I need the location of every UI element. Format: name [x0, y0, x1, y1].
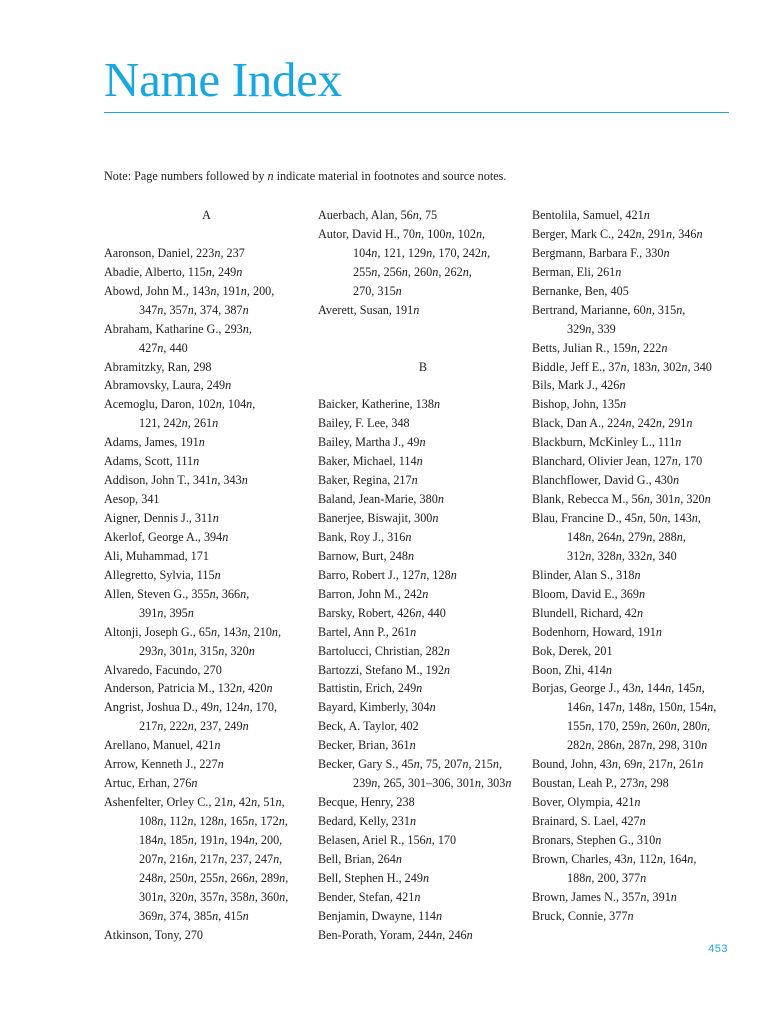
index-entry: Bok, Derek, 201 [532, 643, 613, 658]
index-entry: Brainard, S. Lael, 427n [532, 814, 646, 828]
index-entry: Abadie, Alberto, 115n, 249n [104, 264, 243, 279]
index-entry-continuation: 121, 242n, 261n [139, 416, 219, 431]
index-entry: Addison, John T., 341n, 343n [104, 473, 248, 488]
index-entry: Blanchard, Olivier Jean, 127n, 170 [532, 454, 703, 469]
index-column-2 [318, 206, 528, 945]
index-entry-continuation: 207n, 216n, 217n, 237, 247n, [139, 851, 283, 866]
index-entry: Anderson, Patricia M., 132n, 420n [104, 681, 273, 696]
index-spacer [318, 376, 528, 395]
index-entry: Brown, Charles, 43n, 112n, 164n, [532, 851, 697, 866]
index-entry: Bloom, David E., 369n [532, 586, 646, 601]
index-entry: Betts, Julian R., 159n, 222n [532, 340, 668, 355]
index-column-3 [532, 206, 752, 926]
index-entry: Abramitzky, Ran, 298 [104, 359, 212, 374]
index-entry: Barron, John M., 242n [318, 586, 429, 601]
index-entry: Blundell, Richard, 42n [532, 605, 644, 620]
index-entry: Autor, David H., 70n, 100n, 102n, [318, 226, 486, 241]
index-entry: Becque, Henry, 238 [318, 795, 415, 810]
index-entry: Bartozzi, Stefano M., 192n [318, 662, 451, 677]
index-entry: Bell, Brian, 264n [318, 851, 402, 866]
index-entry-continuation: 312n, 328n, 332n, 340 [567, 548, 677, 563]
index-entry-continuation: 248n, 250n, 255n, 266n, 289n, [139, 870, 289, 885]
index-entry: Belasen, Ariel R., 156n, 170 [318, 832, 457, 847]
index-entry: Averett, Susan, 191n [318, 302, 420, 317]
index-entry: Ben-Porath, Yoram, 244n, 246n [318, 927, 473, 942]
index-entry-continuation: 188n, 200, 377n [567, 870, 647, 885]
index-entry: Alvaredo, Facundo, 270 [104, 662, 222, 677]
index-entry: Blanchflower, David G., 430n [532, 473, 680, 488]
index-entry: Bound, John, 43n, 69n, 217n, 261n [532, 757, 704, 772]
index-entry: Aaronson, Daniel, 223n, 237 [104, 245, 245, 260]
index-entry: Boustan, Leah P., 273n, 298 [532, 776, 669, 791]
index-entry: Barsky, Robert, 426n, 440 [318, 605, 446, 620]
index-entry-continuation: 329n, 339 [567, 321, 616, 336]
index-entry: Bernanke, Ben, 405 [532, 283, 629, 298]
index-entry: Bishop, John, 135n [532, 397, 627, 412]
index-entry: Beck, A. Taylor, 402 [318, 719, 419, 734]
index-entry-continuation: 347n, 357n, 374, 387n [139, 302, 249, 317]
index-spacer [104, 225, 309, 244]
index-entry-continuation: 148n, 264n, 279n, 288n, [567, 529, 686, 544]
index-entry: Bayard, Kimberly, 304n [318, 700, 436, 715]
index-entry: Abraham, Katharine G., 293n, [104, 321, 252, 336]
index-entry-continuation: 301n, 320n, 357n, 358n, 360n, [139, 889, 289, 904]
index-entry: Auerbach, Alan, 56n, 75 [318, 208, 438, 222]
index-entry-continuation: 427n, 440 [139, 340, 188, 355]
index-entry: Arrow, Kenneth J., 227n [104, 757, 224, 772]
index-entry: Adams, James, 191n [104, 435, 205, 450]
index-section-letter: B [418, 359, 428, 374]
index-entry: Ali, Muhammad, 171 [104, 548, 209, 563]
index-entry-continuation: 108n, 112n, 128n, 165n, 172n, [139, 814, 288, 828]
index-entry: Baker, Regina, 217n [318, 473, 418, 488]
index-entry: Akerlof, George A., 394n [104, 529, 229, 544]
index-entry: Baker, Michael, 114n [318, 454, 423, 469]
index-entry: Angrist, Joshua D., 49n, 124n, 170, [104, 700, 277, 715]
index-entry-continuation: 293n, 301n, 315n, 320n [139, 643, 255, 658]
title-rule [104, 112, 729, 113]
index-entry: Becker, Gary S., 45n, 75, 207n, 215n, [318, 757, 502, 772]
index-entry-continuation: 270, 315n [353, 283, 402, 298]
index-entry: Bank, Roy J., 316n [318, 529, 412, 544]
index-entry: Blank, Rebecca M., 56n, 301n, 320n [532, 492, 711, 507]
index-entry: Blackburn, McKinley L., 111n [532, 435, 682, 450]
index-entry: Aigner, Dennis J., 311n [104, 511, 219, 525]
index-entry: Adams, Scott, 111n [104, 454, 200, 469]
index-entry: Bartel, Ann P., 261n [318, 624, 417, 639]
index-entry: Bartolucci, Christian, 282n [318, 643, 451, 658]
index-entry-continuation: 184n, 185n, 191n, 194n, 200, [139, 832, 283, 847]
index-entry-continuation: 155n, 170, 259n, 260n, 280n, [567, 719, 711, 734]
index-entry: Blinder, Alan S., 318n [532, 567, 641, 582]
page-title: Name Index [104, 52, 342, 107]
index-spacer [318, 320, 528, 339]
index-entry: Aesop, 341 [104, 492, 160, 507]
index-entry: Baicker, Katherine, 138n [318, 397, 441, 412]
index-entry-continuation: 282n, 286n, 287n, 298, 310n [567, 738, 708, 753]
index-entry: Barnow, Burt, 248n [318, 548, 415, 563]
index-entry: Battistin, Erich, 249n [318, 681, 423, 696]
index-entry: Artuc, Erhan, 276n [104, 776, 198, 791]
index-entry: Banerjee, Biswajit, 300n [318, 511, 439, 525]
index-spacer [318, 339, 528, 358]
index-entry: Altonji, Joseph G., 65n, 143n, 210n, [104, 624, 282, 639]
index-entry-continuation: 104n, 121, 129n, 170, 242n, [353, 245, 491, 260]
index-entry: Berman, Eli, 261n [532, 264, 622, 279]
index-entry: Allen, Steven G., 355n, 366n, [104, 586, 250, 601]
index-entry: Bover, Olympia, 421n [532, 795, 641, 810]
index-entry: Baland, Jean-Marie, 380n [318, 492, 444, 507]
index-entry-continuation: 391n, 395n [139, 605, 194, 620]
index-entry: Bruck, Connie, 377n [532, 908, 634, 923]
index-entry: Borjas, George J., 43n, 144n, 145n, [532, 681, 705, 696]
index-entry-continuation: 369n, 374, 385n, 415n [139, 908, 249, 923]
index-entry: Bell, Stephen H., 249n [318, 870, 430, 885]
index-entry: Ashenfelter, Orley C., 21n, 42n, 51n, [104, 795, 285, 810]
index-entry: Atkinson, Tony, 270 [104, 927, 204, 942]
index-entry: Bailey, F. Lee, 348 [318, 416, 410, 431]
index-entry: Acemoglu, Daron, 102n, 104n, [104, 397, 256, 412]
index-entry-continuation: 239n, 265, 301–306, 301n, 303n [353, 776, 512, 791]
index-note: Note: Page numbers followed by n indicate material in footnotes and source notes. [104, 169, 507, 183]
index-entry: Bedard, Kelly, 231n [318, 814, 417, 828]
index-entry: Bils, Mark J., 426n [532, 378, 626, 393]
index-entry: Brown, James N., 357n, 391n [532, 889, 677, 904]
index-entry-continuation: 255n, 256n, 260n, 262n, [353, 264, 472, 279]
index-entry: Bergmann, Barbara F., 330n [532, 245, 670, 260]
index-entry: Black, Dan A., 224n, 242n, 291n [532, 416, 693, 431]
index-entry: Allegretto, Sylvia, 115n [104, 567, 221, 582]
index-entry-continuation: 146n, 147n, 148n, 150n, 154n, [567, 700, 717, 715]
index-entry-continuation: 217n, 222n, 237, 249n [139, 719, 249, 734]
page-number: 453 [708, 943, 728, 955]
index-entry: Bailey, Martha J., 49n [318, 435, 426, 450]
index-entry: Abowd, John M., 143n, 191n, 200, [104, 283, 275, 298]
index-entry: Arellano, Manuel, 421n [104, 738, 221, 753]
index-entry: Biddle, Jeff E., 37n, 183n, 302n, 340 [532, 359, 712, 374]
index-column-1 [104, 206, 309, 945]
index-entry: Barro, Robert J., 127n, 128n [318, 567, 457, 582]
index-entry: Bronars, Stephen G., 310n [532, 832, 662, 847]
index-entry: Boon, Zhi, 414n [532, 662, 612, 677]
index-entry: Bodenhorn, Howard, 191n [532, 624, 662, 639]
index-entry: Berger, Mark C., 242n, 291n, 346n [532, 226, 703, 241]
index-entry: Benjamin, Dwayne, 114n [318, 908, 443, 923]
index-entry: Bentolila, Samuel, 421n [532, 208, 650, 222]
index-entry: Abramovsky, Laura, 249n [104, 378, 232, 393]
index-entry: Blau, Francine D., 45n, 50n, 143n, [532, 511, 701, 525]
index-section-letter: A [202, 208, 211, 222]
index-entry: Bertrand, Marianne, 60n, 315n, [532, 302, 686, 317]
index-entry: Bender, Stefan, 421n [318, 889, 421, 904]
index-entry: Becker, Brian, 361n [318, 738, 416, 753]
